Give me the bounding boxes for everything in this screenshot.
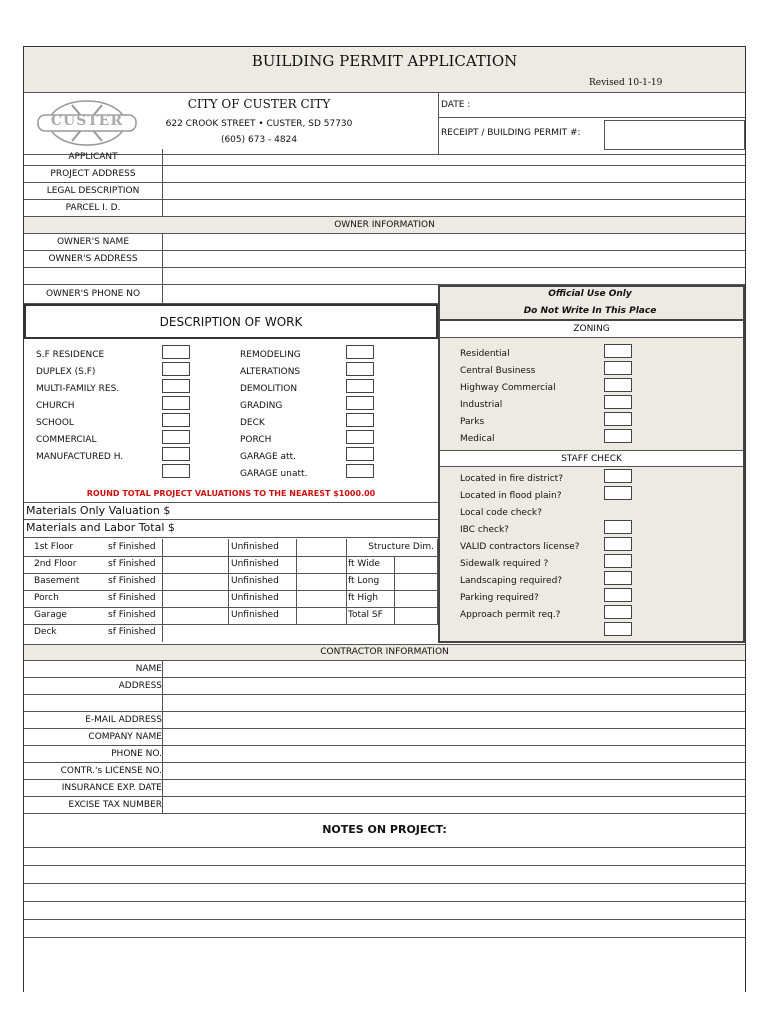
zoning-checkbox[interactable] bbox=[604, 378, 632, 392]
owner-address-row-2 bbox=[24, 268, 745, 285]
unfinished-label: Unfinished bbox=[231, 559, 279, 569]
parcel-id-row bbox=[24, 200, 745, 217]
staff-item: Located in flood plain? bbox=[460, 491, 562, 501]
city-street: 622 CROOK STREET • CUSTER, SD 57730 bbox=[165, 119, 353, 129]
work-item: GARAGE att. bbox=[240, 452, 296, 462]
contractor-insurance-label: INSURANCE EXP. DATE bbox=[61, 783, 162, 793]
zoning-checkbox[interactable] bbox=[604, 361, 632, 375]
dim-label: ft Long bbox=[348, 576, 380, 586]
contractor-name-row bbox=[24, 661, 745, 678]
owner-address-row bbox=[24, 251, 745, 268]
sf-finished-label: sf Finished bbox=[108, 627, 156, 637]
work-item: S.F RESIDENCE bbox=[36, 350, 105, 360]
work-checkbox[interactable] bbox=[162, 396, 190, 410]
city-phone: (605) 673 - 4824 bbox=[220, 135, 298, 145]
work-item: ALTERATIONS bbox=[240, 367, 301, 377]
zoning-item: Residential bbox=[460, 349, 510, 359]
staff-item: Landscaping required? bbox=[460, 576, 563, 586]
staff-item: VALID contractors license? bbox=[460, 542, 580, 552]
contractor-email-label: E-MAIL ADDRESS bbox=[85, 715, 162, 725]
city-name: CITY OF CUSTER CITY bbox=[187, 97, 331, 111]
contractor-insurance-row bbox=[24, 780, 745, 797]
staff-item: Located in fire district? bbox=[460, 474, 563, 484]
zoning-item: Industrial bbox=[460, 400, 503, 410]
staff-checkbox[interactable] bbox=[604, 486, 632, 500]
staff-checkbox[interactable] bbox=[604, 588, 632, 602]
staff-checkbox[interactable] bbox=[604, 520, 632, 534]
owner-address-label: OWNER'S ADDRESS bbox=[48, 254, 138, 264]
official-use-line1: Official Use Only bbox=[548, 289, 632, 299]
title-band bbox=[24, 47, 745, 93]
floor-row-label: Garage bbox=[34, 610, 67, 620]
owner-phone-row bbox=[24, 285, 438, 304]
work-checkbox[interactable] bbox=[162, 362, 190, 376]
owner-address-field[interactable] bbox=[162, 251, 745, 267]
work-checkbox[interactable] bbox=[162, 379, 190, 393]
zoning-item: Highway Commercial bbox=[460, 383, 556, 393]
owner-address-field-2[interactable] bbox=[162, 268, 745, 284]
zoning-checkbox[interactable] bbox=[604, 429, 632, 443]
owner-name-label: OWNER'S NAME bbox=[56, 237, 130, 247]
contractor-email-row bbox=[24, 712, 745, 729]
official-use-line2: Do Not Write In This Place bbox=[523, 306, 657, 316]
staff-item: Parking required? bbox=[460, 593, 539, 603]
work-checkbox[interactable] bbox=[346, 464, 374, 478]
revised-date: Revised 10-1-19 bbox=[589, 78, 663, 88]
zoning-header: ZONING bbox=[438, 321, 745, 338]
sf-finished-label: sf Finished bbox=[108, 542, 156, 552]
sf-finished-label: sf Finished bbox=[108, 610, 156, 620]
contractor-address-field[interactable] bbox=[162, 678, 745, 694]
work-item: DUPLEX (S.F) bbox=[36, 367, 96, 377]
contractor-excise-row bbox=[24, 797, 745, 814]
work-item: CHURCH bbox=[36, 401, 75, 411]
legal-description-field[interactable] bbox=[162, 183, 745, 199]
contractor-company-field[interactable] bbox=[162, 729, 745, 745]
work-item: DEMOLITION bbox=[240, 384, 298, 394]
logo-wordmark: CUSTER bbox=[50, 113, 124, 129]
notes-title: NOTES ON PROJECT: bbox=[322, 823, 447, 836]
staff-checkbox[interactable] bbox=[604, 571, 632, 585]
staff-item: IBC check? bbox=[460, 525, 509, 535]
owner-section-header: OWNER INFORMATION bbox=[24, 217, 745, 234]
work-checkbox[interactable] bbox=[346, 362, 374, 376]
contractor-company-label: COMPANY NAME bbox=[88, 732, 162, 742]
staff-check-panel bbox=[438, 467, 745, 643]
work-checkbox[interactable] bbox=[346, 396, 374, 410]
project-address-label: PROJECT ADDRESS bbox=[50, 169, 136, 179]
floor-row-label: 2nd Floor bbox=[34, 559, 77, 569]
contractor-license-row bbox=[24, 763, 745, 780]
contractor-license-label: CONTR.'s LICENSE NO. bbox=[60, 766, 162, 776]
work-item: DECK bbox=[240, 418, 265, 428]
owner-name-field[interactable] bbox=[162, 234, 745, 250]
sf-finished-label: sf Finished bbox=[108, 559, 156, 569]
legal-description-row bbox=[24, 183, 745, 200]
work-checkbox[interactable] bbox=[162, 464, 190, 478]
receipt-field[interactable] bbox=[604, 120, 745, 150]
floor-table bbox=[24, 539, 438, 642]
contractor-insurance-field[interactable] bbox=[162, 780, 745, 796]
applicant-row bbox=[24, 149, 745, 166]
work-checkbox[interactable] bbox=[162, 447, 190, 461]
staff-item: Sidewalk required ? bbox=[460, 559, 549, 569]
parcel-id-field[interactable] bbox=[162, 200, 745, 216]
zoning-item: Parks bbox=[460, 417, 485, 427]
official-use-box bbox=[438, 285, 745, 321]
work-checkbox[interactable] bbox=[346, 379, 374, 393]
zoning-panel bbox=[438, 338, 745, 450]
permit-form bbox=[23, 46, 746, 992]
contractor-address-row-2 bbox=[24, 695, 745, 712]
dim-label: Total SF bbox=[348, 610, 383, 620]
contractor-address-row bbox=[24, 678, 745, 695]
unfinished-label: Unfinished bbox=[231, 542, 279, 552]
work-item: GARAGE unatt. bbox=[240, 469, 308, 479]
dim-label: ft Wide bbox=[348, 559, 380, 569]
unfinished-label: Unfinished bbox=[231, 576, 279, 586]
city-logo bbox=[32, 95, 142, 151]
project-address-row bbox=[24, 166, 745, 183]
sf-finished-label: sf Finished bbox=[108, 593, 156, 603]
owner-phone-label: OWNER'S PHONE NO bbox=[45, 289, 141, 299]
staff-checkbox[interactable] bbox=[604, 622, 632, 636]
contractor-company-row bbox=[24, 729, 745, 746]
work-checkbox[interactable] bbox=[346, 430, 374, 444]
rounding-note: ROUND TOTAL PROJECT VALUATIONS TO THE NEAREST $1000.00 bbox=[86, 489, 376, 498]
contractor-phone-label: PHONE NO. bbox=[111, 749, 162, 759]
contractor-license-field[interactable] bbox=[162, 763, 745, 779]
staff-check-header: STAFF CHECK bbox=[438, 450, 745, 467]
work-checkbox[interactable] bbox=[162, 430, 190, 444]
work-checkbox[interactable] bbox=[162, 345, 190, 359]
work-item: GRADING bbox=[240, 401, 283, 411]
zoning-item: Central Business bbox=[460, 366, 536, 376]
project-address-field[interactable] bbox=[162, 166, 745, 182]
city-header bbox=[24, 93, 745, 155]
owner-phone-field[interactable] bbox=[162, 285, 438, 303]
staff-item: Approach permit req.? bbox=[460, 610, 561, 620]
contractor-address-field-2[interactable] bbox=[162, 695, 745, 711]
unfinished-label: Unfinished bbox=[231, 610, 279, 620]
contractor-section-header: CONTRACTOR INFORMATION bbox=[24, 644, 745, 661]
zoning-checkbox[interactable] bbox=[604, 395, 632, 409]
zoning-item: Medical bbox=[460, 434, 495, 444]
description-title-box bbox=[24, 304, 438, 339]
work-item: MULTI-FAMILY RES. bbox=[36, 384, 120, 394]
work-checkbox[interactable] bbox=[162, 413, 190, 427]
contractor-phone-field[interactable] bbox=[162, 746, 745, 762]
staff-checkbox[interactable] bbox=[604, 554, 632, 568]
dim-label: ft High bbox=[348, 593, 379, 603]
staff-checkbox[interactable] bbox=[604, 537, 632, 551]
notes-area[interactable] bbox=[24, 847, 745, 993]
unfinished-label: Unfinished bbox=[231, 593, 279, 603]
work-item: PORCH bbox=[240, 435, 272, 445]
floor-row-label: Deck bbox=[34, 627, 57, 637]
parcel-id-label: PARCEL I. D. bbox=[65, 203, 121, 213]
receipt-label: RECEIPT / BUILDING PERMIT #: bbox=[441, 128, 581, 138]
materials-labor-row bbox=[24, 520, 438, 538]
contractor-name-field[interactable] bbox=[162, 661, 745, 677]
applicant-label: APPLICANT bbox=[68, 152, 118, 162]
materials-only-label: Materials Only Valuation $ bbox=[26, 504, 171, 517]
staff-checkbox[interactable] bbox=[604, 605, 632, 619]
legal-description-label: LEGAL DESCRIPTION bbox=[46, 186, 140, 196]
work-checkbox[interactable] bbox=[346, 413, 374, 427]
sf-finished-label: sf Finished bbox=[108, 576, 156, 586]
floor-row-label: Porch bbox=[34, 593, 59, 603]
contractor-excise-field[interactable] bbox=[162, 797, 745, 813]
zoning-checkbox[interactable] bbox=[604, 344, 632, 358]
zoning-checkbox[interactable] bbox=[604, 412, 632, 426]
description-title: DESCRIPTION OF WORK bbox=[159, 315, 303, 329]
work-item: MANUFACTURED H. bbox=[36, 452, 124, 462]
floor-row-label: Basement bbox=[34, 576, 80, 586]
floor-row-label: 1st Floor bbox=[34, 542, 74, 552]
staff-item: Local code check? bbox=[460, 508, 542, 518]
contractor-email-field[interactable] bbox=[162, 712, 745, 728]
staff-checkbox[interactable] bbox=[604, 469, 632, 483]
materials-labor-label: Materials and Labor Total $ bbox=[26, 521, 175, 534]
owner-name-row bbox=[24, 234, 745, 251]
contractor-excise-label: EXCISE TAX NUMBER bbox=[68, 800, 162, 810]
structure-dim-title: Structure Dim. bbox=[368, 542, 434, 552]
applicant-field[interactable] bbox=[162, 149, 745, 165]
work-checkbox[interactable] bbox=[346, 345, 374, 359]
work-item: COMMERCIAL bbox=[36, 435, 97, 445]
work-checkbox[interactable] bbox=[346, 447, 374, 461]
contractor-name-label: NAME bbox=[135, 664, 162, 674]
date-label: DATE : bbox=[441, 100, 471, 110]
work-item: REMODELING bbox=[240, 350, 301, 360]
work-item: SCHOOL bbox=[36, 418, 74, 428]
form-title: BUILDING PERMIT APPLICATION bbox=[251, 52, 518, 70]
contractor-address-label: ADDRESS bbox=[118, 681, 162, 691]
materials-only-row bbox=[24, 502, 438, 520]
contractor-phone-row bbox=[24, 746, 745, 763]
